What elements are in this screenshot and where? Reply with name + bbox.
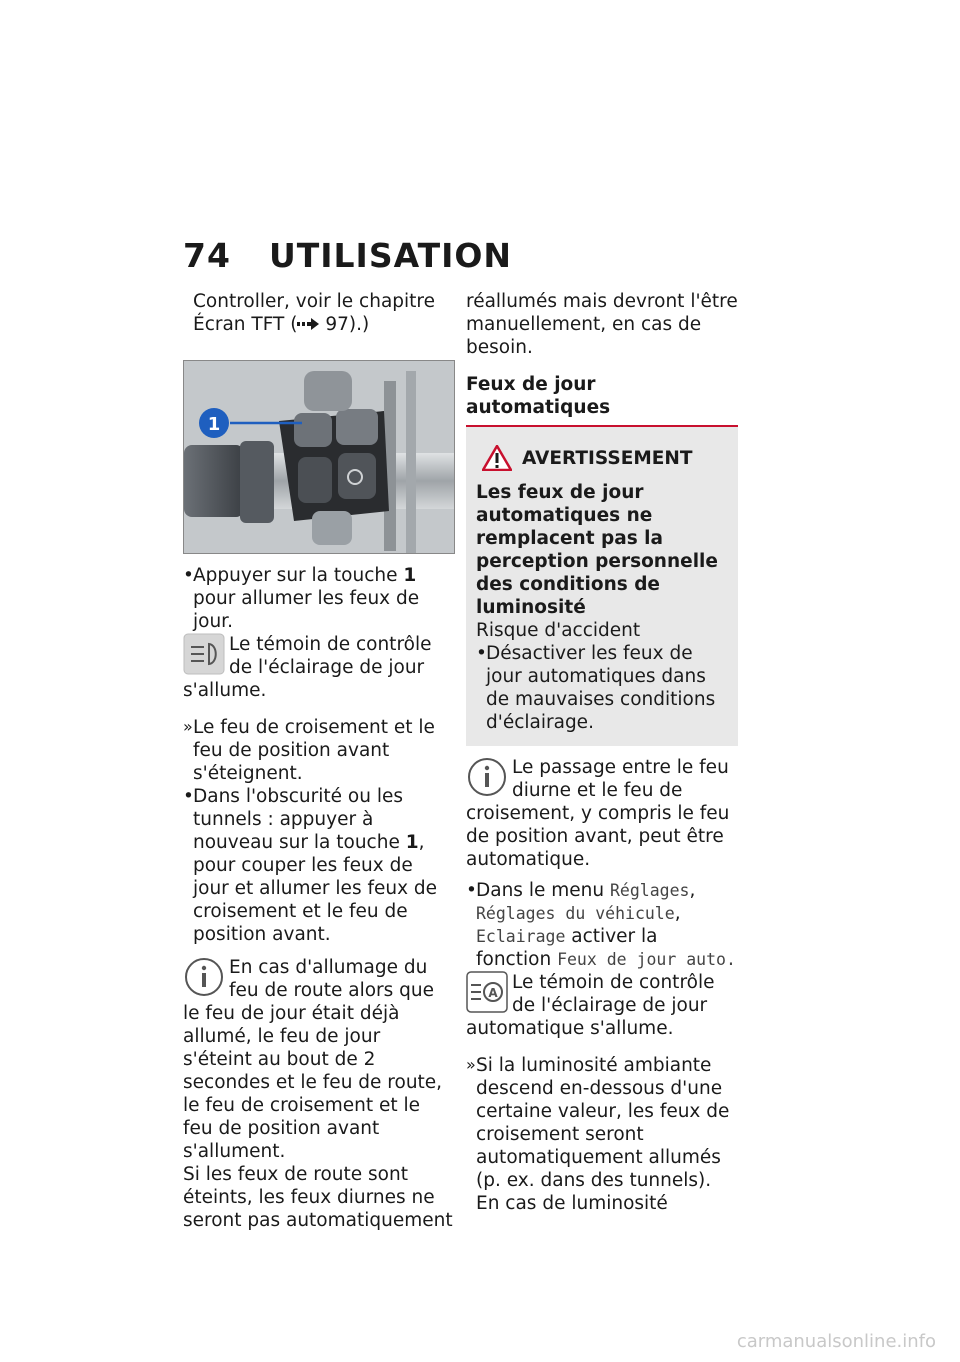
warning-risk: Risque d'accident [476,620,641,641]
step-bullet-3: • Dans le menu Réglages, Réglages du véhicule, Eclairage activer la fonction Feux de jour auto. [466,880,736,970]
svg-text:A: A [488,986,498,1000]
result-2: » Si la luminosité ambiante descend en-dessous d'une certaine valeur, les feux de croisement seront automatiquement allumés (p. ex. dans des tunnels). En cas de luminosité [466,1055,730,1214]
step-bullet-2: • Dans l'obscurité ou les tunnels : appuyer à nouveau sur la touche 1, pour couper les feux de jour et allumer les feux de croisement et le feu de position avant. [183,786,438,945]
result-1: » Le feu de croisement et le feu de position avant s'éteignent. [183,717,435,784]
warning-heading: Les feux de jour automatiques ne remplacent pas la perception personnelle des conditions de luminosité [476,482,718,618]
page-number: 74 [183,236,231,275]
callout-1: 1 [207,414,221,435]
page-header [183,236,512,275]
left-column [183,290,453,1232]
right-column [466,290,738,1215]
warning-label: AVERTISSEMENT [522,447,693,469]
info-icon [466,756,508,798]
paragraph-1: Si les feux de route sont éteints, les feux diurnes ne seront pas automatiquement [183,1164,453,1231]
handlebar-switch-photo [183,360,455,554]
indicator-note-1: Le témoin de contrôle de l'éclairage de jour s'allume. [183,634,432,701]
daylight-indicator-icon [183,633,225,675]
info-note-2: Le passage entre le feu diurne et le feu de croisement, y compris le feu de position avant, peut être automatique. [466,757,730,870]
info-note-1: En cas d'allumage du feu de route alors que le feu de jour était déjà allumé, le feu de jour s'éteint au bout de 2 secondes et le feu de route, le feu de croisement et le feu de position avant s'allument. [183,957,443,1162]
warning-triangle-icon [482,445,512,471]
warning-box [466,427,738,746]
indicator-note-2: A Le témoin de contrôle de l'éclairage de jour automatique s'allume. [466,972,715,1039]
watermark: carmanualsonline.info [736,1331,936,1352]
warning-bullet: • Désactiver les feux de jour automatiques dans de mauvaises conditions d'éclairage. [476,643,716,733]
intro-paragraph: Controller, voir le chapitre Écran TFT ( 97).) [193,291,436,335]
arrow-ref-icon [297,318,319,330]
section-title: Feux de jour automatiques [466,373,738,427]
page-title: UTILISATION [268,236,513,275]
info-icon [183,956,225,998]
step-bullet-1: • Appuyer sur la touche 1 pour allumer les feux de jour. [183,565,420,632]
auto-daylight-indicator-icon [466,971,508,1013]
continued-paragraph: réallumés mais devront l'être manuellement, en cas de besoin. [466,291,738,358]
